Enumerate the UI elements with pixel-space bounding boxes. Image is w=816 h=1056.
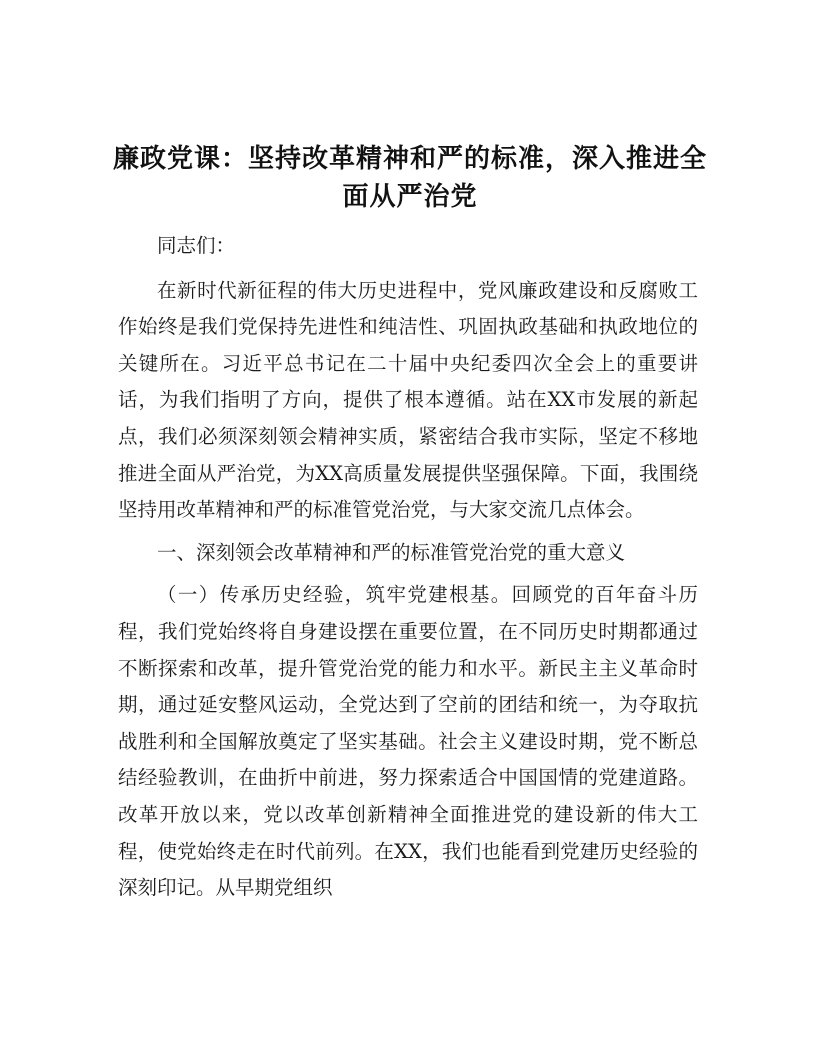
document-title: 廉政党课：坚持改革精神和严的标准，深入推进全面从严治党 bbox=[112, 144, 707, 212]
section-heading: 一、深刻领会改革精神和严的标准管党治党的重大意义 bbox=[157, 540, 626, 564]
subsection-paragraph: （一）传承历史经验，筑牢党建根基。回顾党的百年奋斗历程，我们党始终将自身建设摆在重要位置，在不同历史时期都通过不断探索和改革，提升管党治党的能力和水平。新民主主义革命时期，通过延安整风运动，全党达到了空前的团结和统一，为夺取抗战胜利和全国解放奠定了坚实基础。社会主义建设时期，党不断总结经验教训，在曲折中前进，努力探索适合中国国情的党建道路。改革开放以来，党以改革创新精神全面推进党的建设新的伟大工程，使党始终走在时代前列。在XX，我们也能看到党建历史经验的深刻印记。从早期党组织 bbox=[118, 583, 698, 900]
greeting-text: 同志们： bbox=[157, 234, 236, 257]
document-body bbox=[118, 228, 698, 913]
intro-paragraph: 在新时代新征程的伟大历史进程中，党风廉政建设和反腐败工作始终是我们党保持先进性和纯洁性、巩固执政基础和执政地位的关键所在。习近平总书记在二十届中央纪委四次全会上的重要讲话，为我们指明了方向，提供了根本遵循。站在XX市发展的新起点，我们必须深刻领会精神实质，紧密结合我市实际，坚定不移地推进全面从严治党，为XX高质量发展提供坚强保障。下面，我围绕坚持用改革精神和严的标准管党治党，与大家交流几点体会。 bbox=[118, 278, 698, 522]
